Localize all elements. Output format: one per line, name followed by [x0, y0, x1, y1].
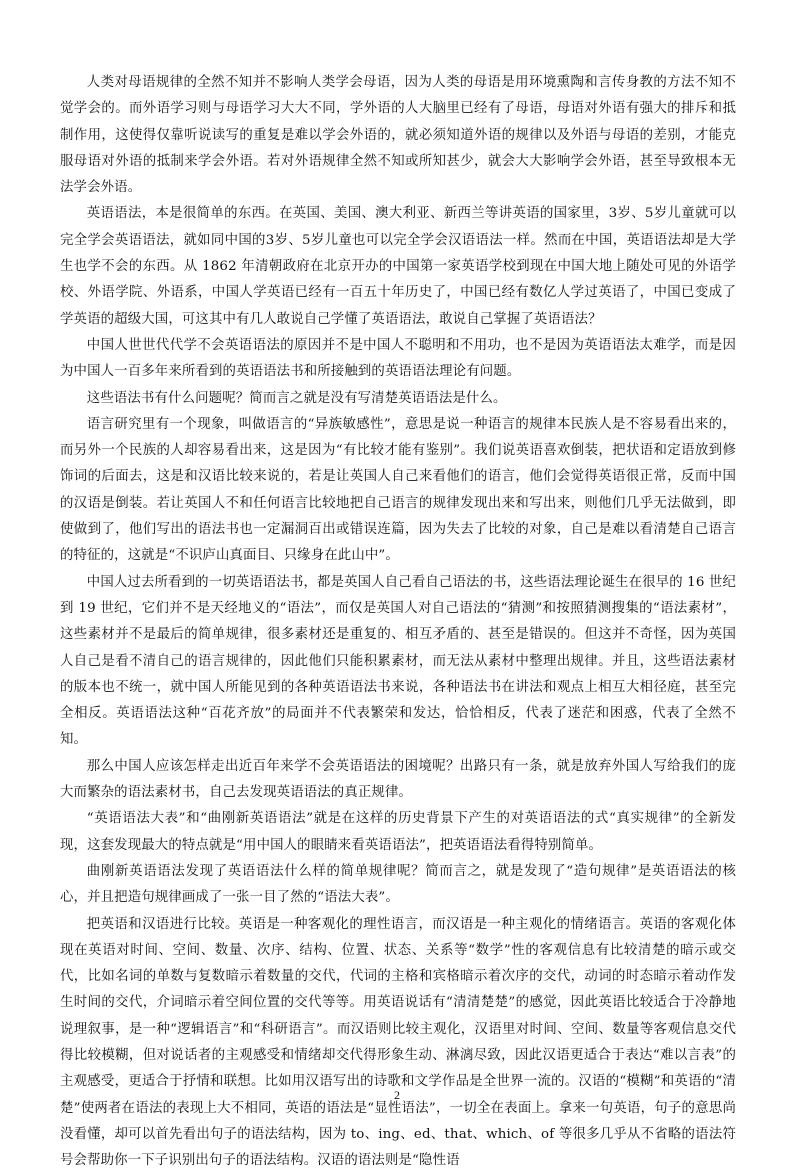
paragraph: 中国人世世代代学不会英语语法的原因并不是中国人不聪明和不用功，也不是因为英语语法太难学，而是因为中国人一百多年来所看到的英语语法书和所接触到的英语语法理论有问题。	[60, 333, 736, 386]
paragraph: 曲刚新英语语法发现了英语语法什么样的简单规律呢？简而言之，就是发现了“造句规律”是英语语法的核心，并且把造句规律画成了一张一目了然的“语法大表”。	[60, 859, 736, 912]
paragraph: 人类对母语规律的全然不知并不影响人类学会母语，因为人类的母语是用环境熏陶和言传身教的方法不知不觉学会的。而外语学习则与母语学习大大不同，学外语的人大脑里已经有了母语，母语对外语有强大的排斥和抵制作用，这使得仅靠听说读写的重复是难以学会外语的，就必须知道外语的规律以及外语与母语的差别，才能克服母语对外语的抵制来学会外语。若对外语规律全然不知或所知甚少，就会大大影响学会外语，甚至导致根本无法学会外语。	[60, 70, 736, 201]
paragraph: 这些语法书有什么问题呢？简而言之就是没有写清楚英语语法是什么。	[60, 386, 736, 412]
document-body	[60, 70, 736, 1174]
paragraph: 中国人过去所看到的一切英语语法书，都是英国人自己看自己语法的书，这些语法理论诞生在很早的 16 世纪到 19 世纪，它们并不是天经地义的“语法”，而仅是英国人对自己语法的“猜测”和按照猜测搜集的“语法素材”，这些素材并不是最后的简单规律，很多素材还是重复的、相互矛盾的、甚至是错误的。但这并不奇怪，因为英国人自己是看不清自己的语言规律的，因此他们只能积累素材，而无法从素材中整理出规律。并且，这些语法素材的版本也不统一，就中国人所能见到的各种英语语法书来说，各种语法书在讲法和观点上相互大相径庭，甚至完全相反。英语语法这种“百花齐放”的局面并不代表繁荣和发达，恰恰相反，代表了迷茫和困惑，代表了全然不知。	[60, 570, 736, 754]
paragraph: 把英语和汉语进行比较。英语是一种客观化的理性语言，而汉语是一种主观化的情绪语言。英语的客观化体现在英语对时间、空间、数量、次序、结构、位置、状态、关系等“数学”性的客观信息有比较清楚的暗示或交代，比如名词的单数与复数暗示着数量的交代，代词的主格和宾格暗示着次序的交代，动词的时态暗示着动作发生时间的交代，介词暗示着空间位置的交代等等。用英语说话有“清清楚楚”的感觉，因此英语比较适合于冷静地说理叙事，是一种“逻辑语言”和“科研语言”。而汉语则比较主观化，汉语里对时间、空间、数量等客观信息交代得比较模糊，但对说话者的主观感受和情绪却交代得形象生动、淋漓尽致，因此汉语更适合于表达“难以言表”的主观感受，更适合于抒情和联想。比如用汉语写出的诗歌和文学作品是全世界一流的。汉语的“模糊”和英语的“清楚”使两者在语法的表现上大不相同，英语的语法是“显性语法”，一切全在表面上。拿来一句英语，句子的意思尚没看懂，却可以首先看出句子的语法结构，因为 to、ing、ed、that、which、of 等很多几乎从不省略的语法符号会帮助你一下子识别出句子的语法结构。汉语的语法则是“隐性语	[60, 912, 736, 1174]
page-number: 2	[0, 1088, 794, 1103]
paragraph: 那么中国人应该怎样走出近百年来学不会英语语法的困境呢？出路只有一条，就是放弃外国人写给我们的庞大而繁杂的语法素材书，自己去发现英语语法的真正规律。	[60, 754, 736, 807]
paragraph: 英语语法，本是很简单的东西。在英国、美国、澳大利亚、新西兰等讲英语的国家里，3岁、5岁儿童就可以完全学会英语语法，就如同中国的3岁、5岁儿童也可以完全学会汉语语法一样。然而在中国，英语语法却是大学生也学不会的东西。从 1862 年清朝政府在北京开办的中国第一家英语学校到现在中国大地上随处可见的外语学校、外语学院、外语系，中国人学英语已经有一百五十年历史了，中国已经有数亿人学过英语了，中国已变成了学英语的超级大国，可这其中有几人敢说自己学懂了英语语法，敢说自己掌握了英语语法？	[60, 201, 736, 332]
paragraph: “英语语法大表”和“曲刚新英语语法”就是在这样的历史背景下产生的对英语语法的式“真实规律”的全新发现，这套发现最大的特点就是“用中国人的眼睛来看英语语法”，把英语语法看得特别简单。	[60, 806, 736, 859]
paragraph: 语言研究里有一个现象，叫做语言的“异族敏感性”，意思是说一种语言的规律本民族人是不容易看出来的，而另外一个民族的人却容易看出来，这是因为“有比较才能有鉴别”。我们说英语喜欢倒装，把状语和定语放到修饰词的后面去，这是和汉语比较来说的，若是让英国人自己来看他们的语言，他们会觉得英语很正常，反而中国的汉语是倒装。若让英国人不和任何语言比较地把自己语言的规律发现出来和写出来，则他们几乎无法做到，即使做到了，他们写出的语法书也一定漏洞百出或错误连篇，因为失去了比较的对象，自己是难以看清楚自己语言的特征的，这就是“不识庐山真面目、只缘身在此山中”。	[60, 412, 736, 570]
